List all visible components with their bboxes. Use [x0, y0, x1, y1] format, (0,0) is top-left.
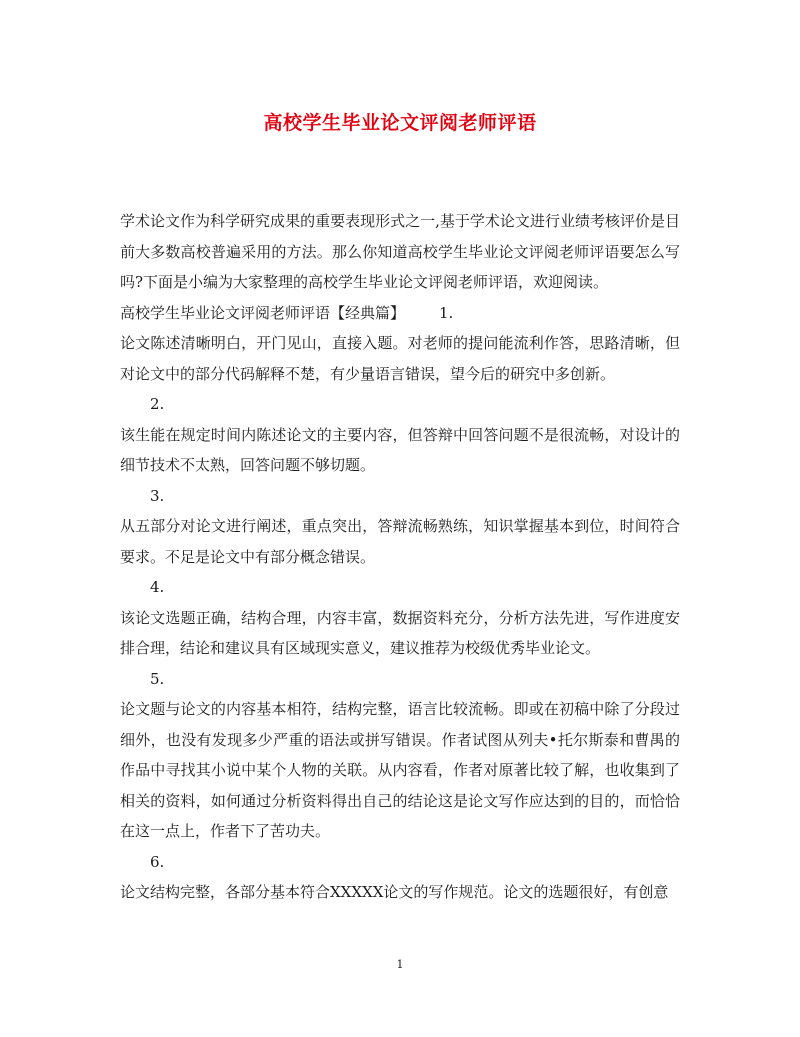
item-number: 1. — [439, 303, 454, 322]
item-number: 4. — [150, 578, 165, 596]
item-number: 5. — [150, 669, 165, 688]
item-text: 该论文选题正确，结构合理，内容丰富，数据资料充分，分析方法先进，写作进度安排合理，结论和建议具有区域现实意义，建议推荐为校级优秀毕业论文。 — [120, 608, 680, 657]
page-number: 1 — [396, 958, 404, 971]
item-number: 3. — [150, 486, 165, 505]
item-text: 论文陈述清晰明白，开门见山，直接入题。对老师的提问能流利作答，思路清晰，但对论文中的部分代码解释不楚，有少量语言错误，望今后的研究中多创新。 — [120, 334, 680, 383]
section-heading-line — [120, 298, 680, 329]
section-heading: 高校学生毕业论文评阅老师评语【经典篇】 — [120, 303, 406, 322]
item-text: 论文题与论文的内容基本相符，结构完整，语言比较流畅。即或在初稿中除了分段过细外，也没有发现多少严重的语法或拼写错误。作者试图从列夫•托尔斯泰和曹禺的作品中寻找其小说中某个人物的关联。从内容看，作者对原著比较了解，也收集到了相关的资料，如何通过分析资料得出自己的结论这是论文写作应达到的目的，而恰恰在这一点上，作者下了苦功夫。 — [120, 700, 680, 840]
item-text: 从五部分对论文进行阐述，重点突出，答辩流畅熟练，知识掌握基本到位，时间符合要求。不足是论文中有部分概念错误。 — [120, 517, 680, 566]
document-body — [120, 206, 680, 908]
item-number: 2. — [150, 395, 165, 413]
document-title: 高校学生毕业论文评阅老师评语 — [263, 112, 537, 134]
item-number: 6. — [150, 852, 165, 871]
item-text: 论文结构完整，各部分基本符合XXXXX论文的写作规范。论文的选题很好，有创意 — [120, 883, 669, 901]
item-text: 该生能在规定时间内陈述论文的主要内容，但答辩中回答问题不是很流畅，对设计的细节技术不太熟，回答问题不够切题。 — [120, 425, 680, 474]
intro-paragraph: 学术论文作为科学研究成果的重要表现形式之一,基于学术论文进行业绩考核评价是目前大多数高校普遍采用的方法。那么你知道高校学生毕业论文评阅老师评语要怎么写吗?下面是小编为大家整理的高校学生毕业论文评阅老师评语，欢迎阅读。 — [120, 212, 680, 291]
